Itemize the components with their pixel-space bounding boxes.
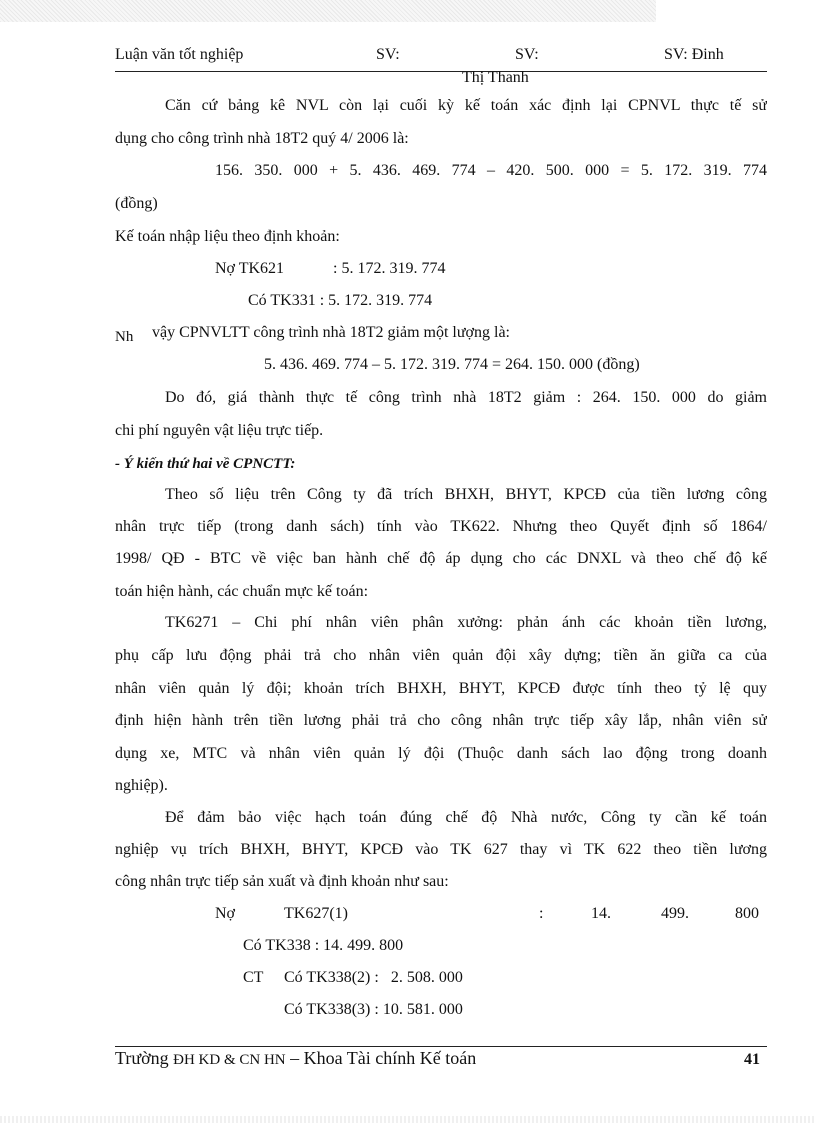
paragraph-5-line-2: nghiệp vụ trích BHXH, BHYT, KPCĐ vào TK 627 thay vì TK 622 theo tiền lương [115, 841, 767, 858]
paragraph-4-line-2: phụ cấp lưu động phải trả cho nhân viên quản đội xây dựng; tiền ăn giữa ca của [115, 647, 767, 664]
entry2-debit-label: Nợ [215, 905, 236, 922]
paragraph-1-line-2: dụng cho công trình nhà 18T2 quý 4/ 2006 là: [115, 130, 409, 147]
paragraph-5-line-3: công nhân trực tiếp sản xuất và định khoản như sau: [115, 873, 449, 890]
paragraph-4-line-6: nghiệp). [115, 777, 168, 794]
paragraph-4-line-5: dụng xe, MTC và nhân viên quản lý đội (Thuộc danh sách lao động trong doanh [115, 745, 767, 762]
header-rule [115, 71, 767, 72]
paragraph-5-line-1: Để đảm bảo việc hạch toán đúng chế độ Nhà nước, Công ty cần kế toán [165, 809, 767, 826]
header-sv-2: SV: [515, 46, 539, 63]
calculation-1-unit: (đồng) [115, 195, 158, 212]
entry2-value-part-1: 14. [591, 905, 611, 922]
entry-credit: Có TK331 : 5. 172. 319. 774 [248, 292, 433, 309]
paragraph-3-line-1: Theo số liệu trên Công ty đã trích BHXH, BHYT, KPCĐ của tiền lương công [165, 486, 767, 503]
footer-dash: – [285, 1048, 304, 1068]
entry2-value-part-3: 800 [735, 905, 759, 922]
paragraph-4-line-4: định hiện hành trên tiền lương phải trả cho công nhân trực tiếp xây lắp, nhân viên sử [115, 712, 767, 729]
footer-faculty: Khoa Tài chính Kế toán [303, 1048, 477, 1068]
entry2-ct-label: CT [243, 969, 264, 986]
entry2-credit-total: Có TK338 : 14. 499. 800 [243, 937, 404, 954]
bottom-decorative-band [0, 1116, 816, 1123]
entry2-credit-338-3: Có TK338(3) : 10. 581. 000 [284, 1001, 463, 1018]
header-sub-name: Thị Thanh [462, 69, 529, 86]
header-sv-3: SV: Đinh [664, 46, 724, 63]
decrease-text: vậy CPNVLTT công trình nhà 18T2 giảm một lượng là: [152, 324, 510, 341]
entry-debit-value: : 5. 172. 319. 774 [333, 260, 446, 277]
paragraph-4-line-3: nhân viên quản lý đội; khoản trích BHXH, BHYT, KPCĐ được tính theo tỷ lệ quy [115, 680, 767, 697]
footer-school-abbrev: ĐH KD & CN HN [173, 1052, 286, 1068]
paragraph-2-line-2: chi phí nguyên vật liệu trực tiếp. [115, 422, 324, 439]
entry-intro: Kế toán nhập liệu theo định khoản: [115, 228, 340, 245]
entry-debit-account: Nợ TK621 [215, 260, 285, 277]
entry2-value-part-2: 499. [661, 905, 689, 922]
paragraph-3-line-2: nhân trực tiếp (trong danh sách) tính vào TK622. Nhưng theo Quyết định số 1864/ [115, 518, 767, 535]
calculation-2: 5. 436. 469. 774 – 5. 172. 319. 774 = 264. 150. 000 (đồng) [264, 356, 640, 373]
calculation-1: 156. 350. 000 + 5. 436. 469. 774 – 420. 500. 000 = 5. 172. 319. 774 [215, 162, 767, 179]
paragraph-1-line-1: Căn cứ bảng kê NVL còn lại cuối kỳ kế toán xác định lại CPNVL thực tế sử [165, 97, 767, 114]
page-footer [115, 1048, 476, 1069]
page-header [115, 46, 767, 70]
section-heading-2: - Ý kiến thứ hai về CPNCTT: [115, 456, 296, 472]
header-sv-1: SV: [376, 46, 400, 63]
footer-school: Trường [115, 1048, 169, 1068]
paragraph-3-line-4: toán hiện hành, các chuẩn mực kế toán: [115, 583, 369, 600]
entry2-debit-account: TK627(1) [284, 905, 348, 922]
footer-rule [115, 1046, 767, 1047]
entry2-colon: : [539, 905, 544, 922]
paragraph-2-line-1: Do đó, giá thành thực tế công trình nhà 18T2 giảm : 264. 150. 000 do giảm [165, 389, 767, 406]
page-number: 41 [744, 1051, 760, 1068]
paragraph-4-line-1: TK6271 – Chi phí nhân viên phân xưởng: phản ánh các khoản tiền lương, [165, 614, 767, 631]
header-title: Luận văn tốt nghiệp [115, 46, 244, 63]
entry2-credit-338-2: Có TK338(2) : 2. 508. 000 [284, 969, 463, 986]
nh-prefix: Nh [115, 329, 134, 345]
paragraph-3-line-3: 1998/ QĐ - BTC về việc ban hành chế độ áp dụng cho các DNXL và theo chế độ kế [115, 550, 767, 567]
top-decorative-band [0, 0, 656, 22]
